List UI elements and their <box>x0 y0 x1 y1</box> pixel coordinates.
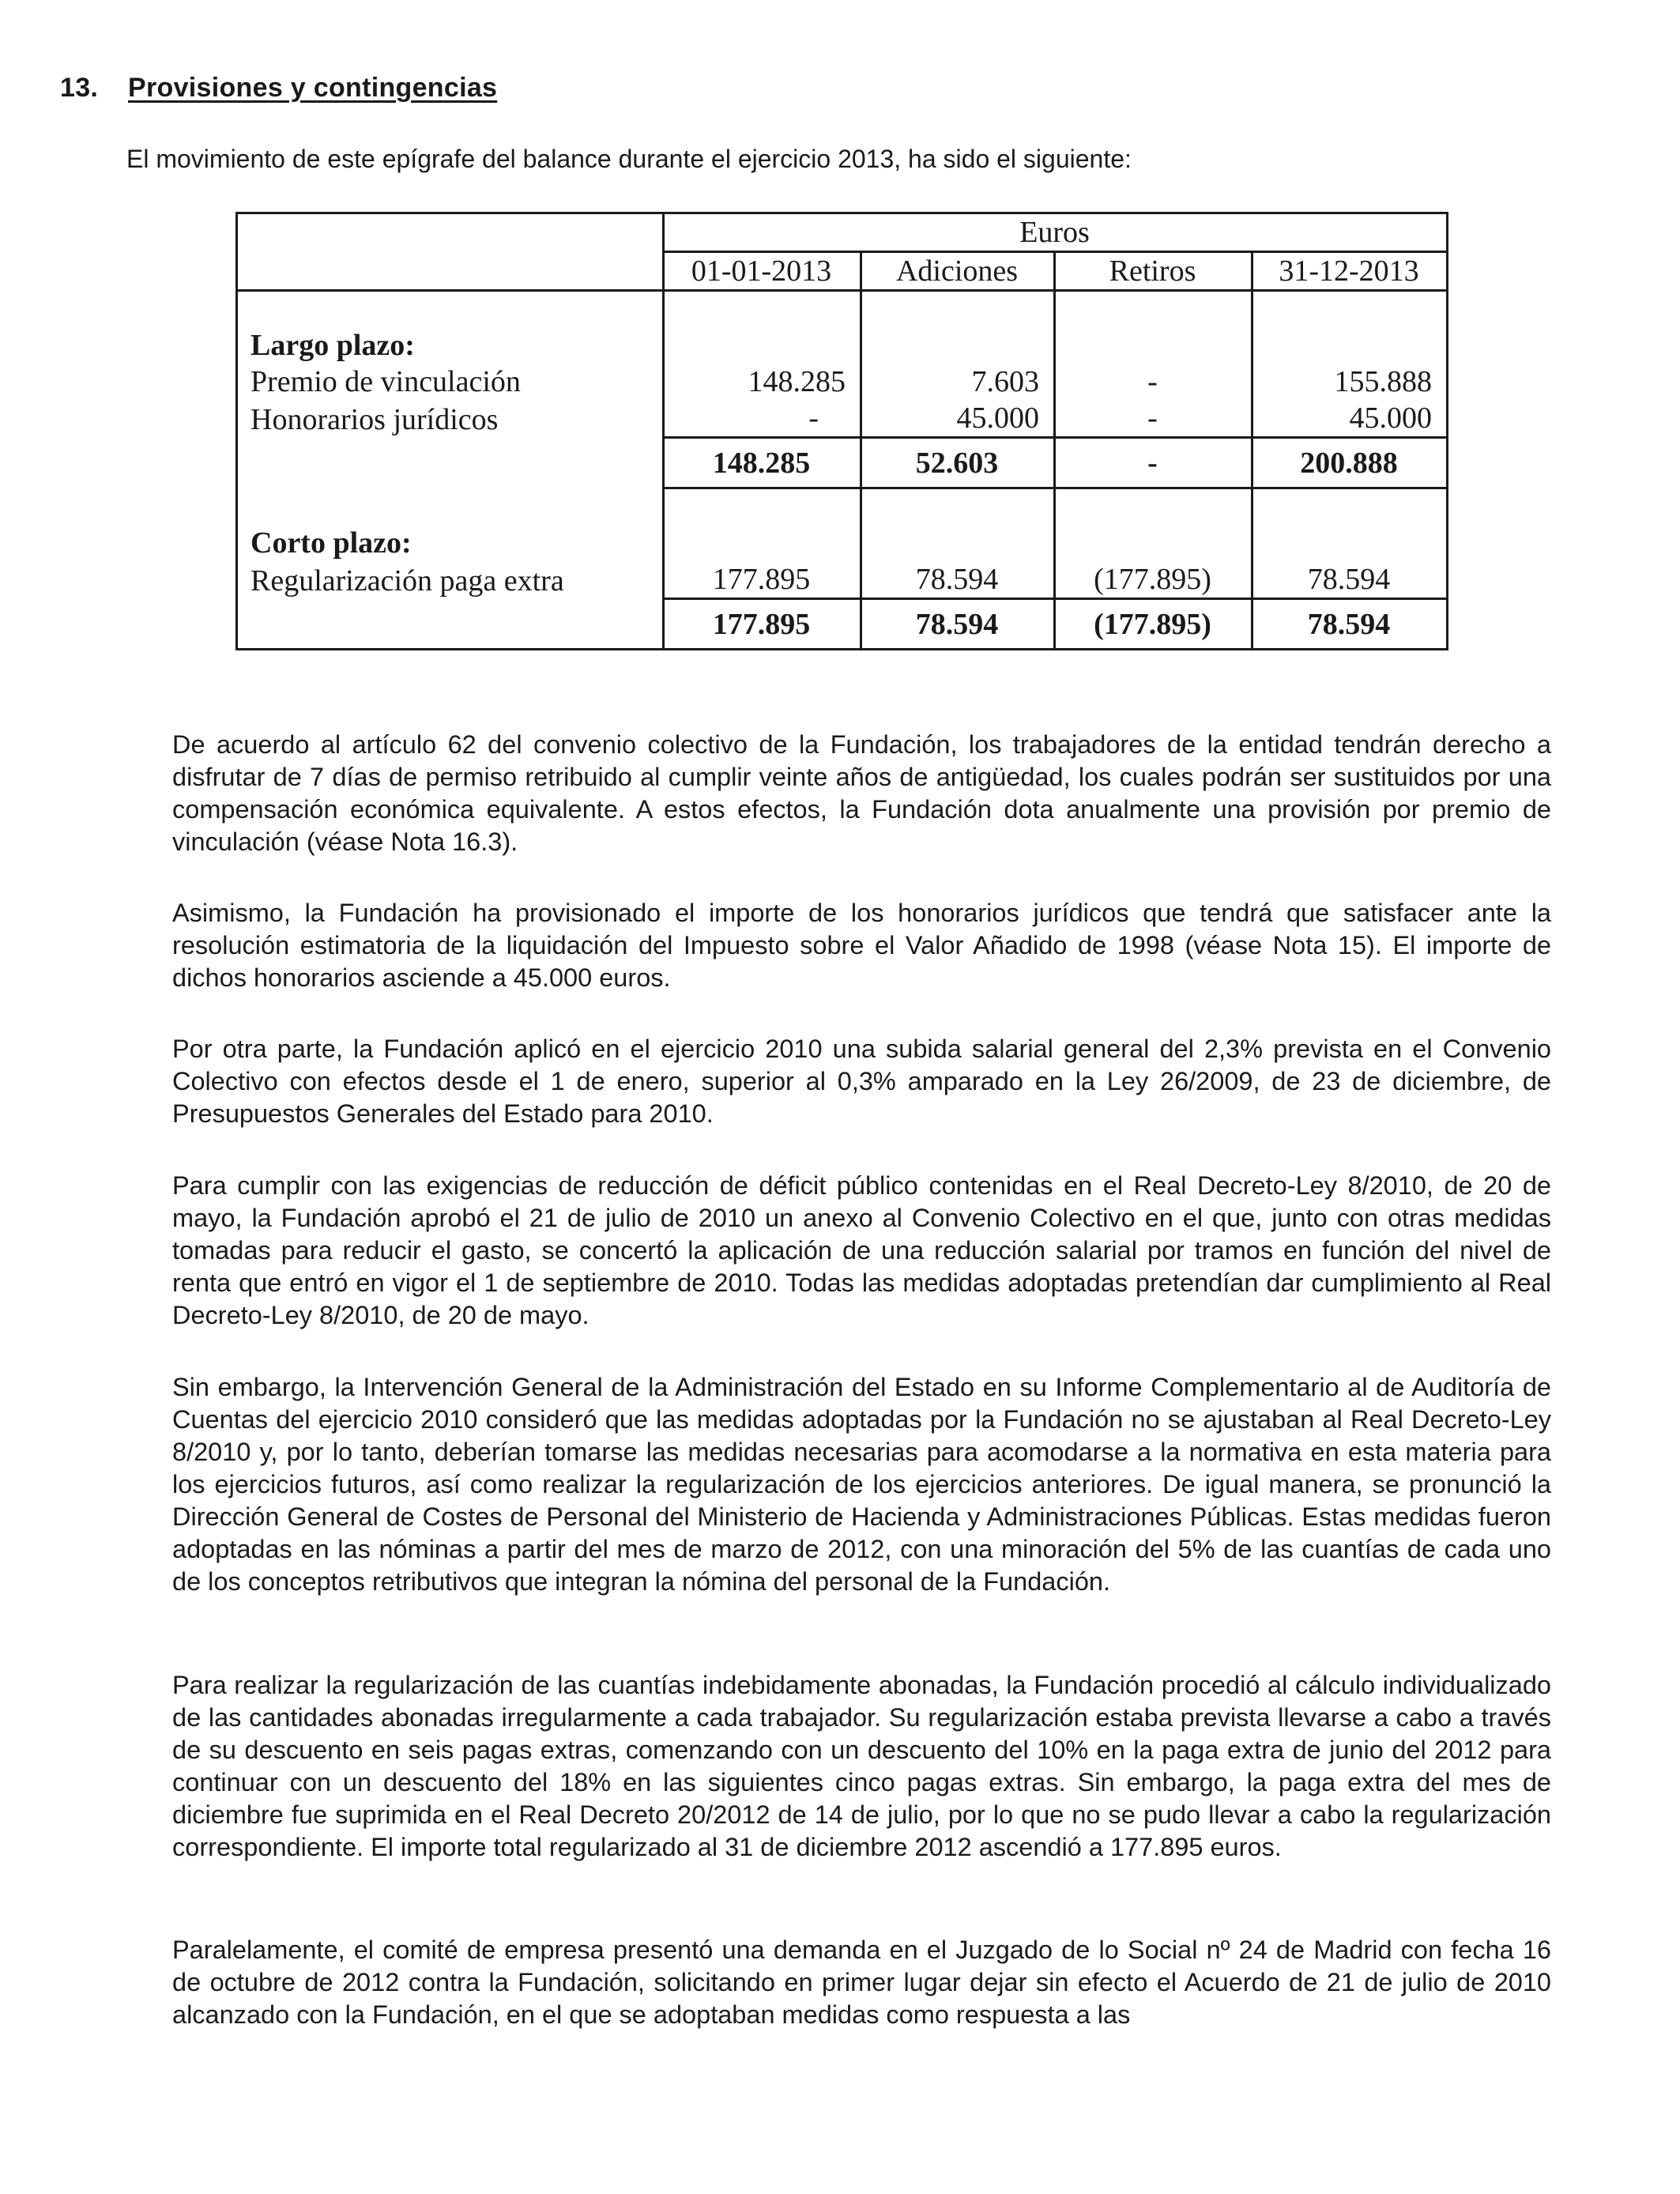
subtotal-value: 52.603 <box>861 438 1055 488</box>
row-label: Regularización paga extra <box>237 561 664 599</box>
section-label-largo: Largo plazo: <box>237 291 664 364</box>
paragraph: Asimismo, la Fundación ha provisionado el importe de los honorarios jurídicos que tendrá que satisfacer ante la resolución estimatoria de la liquidación del Impuesto sobre el Valor Añadido de 1998 (véase Nota 15). El importe de dichos honorarios asciende a 45.000 euros. <box>172 899 1551 992</box>
section-heading <box>60 73 497 104</box>
col-header-withdrawals: Retiros <box>1055 252 1252 291</box>
col-header-closing: 31-12-2013 <box>1252 252 1448 291</box>
subtotal-row-largo <box>237 438 1448 488</box>
cell-value: - <box>1055 364 1252 400</box>
section-label-corto: Corto plazo: <box>237 488 664 561</box>
cell-value: 78.594 <box>1252 561 1448 599</box>
section-number: 13. <box>60 73 99 103</box>
cell-value: - <box>664 400 861 438</box>
cell-value: 155.888 <box>1252 364 1448 400</box>
subtotal-value: 78.594 <box>1252 599 1448 650</box>
subtotal-value: - <box>1055 438 1252 488</box>
paragraph: Por otra parte, la Fundación aplicó en el ejercicio 2010 una subida salarial general del 2,3% prevista en el Convenio Colectivo con efectos desde el 1 de enero, superior al 0,3% amparado en la Ley 26/2009, de 23 de diciembre, de Presupuestos Generales del Estado para 2010. <box>172 1035 1551 1128</box>
paragraph: De acuerdo al artículo 62 del convenio colectivo de la Fundación, los trabajadores de la entidad tendrán derecho a disfrutar de 7 días de permiso retribuido al cumplir veinte años de antigüedad, los cuales podrán ser sustituidos por una compensación económica equivalente. A estos efectos, la Fundación dota anualmente una provisión por premio de vinculación (véase Nota 16.3). <box>172 730 1551 856</box>
provisions-table <box>235 212 1448 650</box>
paragraph: Para realizar la regularización de las cuantías indebidamente abonadas, la Fundación procedió al cálculo individualizado de las cantidades abonadas irregularmente a cada trabajador. Su regularización estaba prevista llevarse a cabo a través de su descuento en seis pagas extras, comenzando con un descuento del 10% en la paga extra de junio del 2012 para continuar con un descuento del 18% en las siguientes cinco pagas extras. Sin embargo, la paga extra del mes de diciembre fue suprimida en el Real Decreto 20/2012 de 14 de julio, por lo que no se pudo llevar a cabo la regularización correspondiente. El importe total regularizado al 31 de diciembre 2012 ascendió a 177.895 euros. <box>172 1671 1551 1861</box>
row-label: Premio de vinculación <box>237 364 664 400</box>
subtotal-value: 78.594 <box>861 599 1055 650</box>
cell-value: (177.895) <box>1055 561 1252 599</box>
table-row <box>237 364 1448 400</box>
table-row <box>237 400 1448 438</box>
subtotal-value: (177.895) <box>1055 599 1252 650</box>
cell-value: 177.895 <box>664 561 861 599</box>
cell-value: 148.285 <box>664 364 861 400</box>
row-label: Honorarios jurídicos <box>237 400 664 438</box>
paragraph: Paralelamente, el comité de empresa presentó una demanda en el Juzgado de lo Social nº 24 de Madrid con fecha 16 de octubre de 2012 contra la Fundación, solicitando en primer lugar dejar sin efecto el Acuerdo de 21 de julio de 2010 alcanzado con la Fundación, en el que se adoptaban medidas como respuesta a las <box>172 1936 1551 2029</box>
table-corner <box>237 213 664 252</box>
cell-value: 45.000 <box>861 400 1055 438</box>
col-header-opening: 01-01-2013 <box>664 252 861 291</box>
subtotal-value: 177.895 <box>664 599 861 650</box>
subtotal-value: 148.285 <box>664 438 861 488</box>
cell-value: 7.603 <box>861 364 1055 400</box>
col-header-additions: Adiciones <box>861 252 1055 291</box>
subtotal-row-corto <box>237 599 1448 650</box>
table-row <box>237 561 1448 599</box>
currency-header: Euros <box>664 213 1448 252</box>
cell-value: - <box>1055 400 1252 438</box>
cell-value: 45.000 <box>1252 400 1448 438</box>
cell-value: 78.594 <box>861 561 1055 599</box>
intro-text: El movimiento de este epígrafe del balance durante el ejercicio 2013, ha sido el siguiente: <box>126 145 1132 173</box>
paragraph: Para cumplir con las exigencias de reducción de déficit público contenidas en el Real Decreto-Ley 8/2010, de 20 de mayo, la Fundación aprobó el 21 de julio de 2010 un anexo al Convenio Colectivo en el que, junto con otras medidas tomadas para reducir el gasto, se concertó la aplicación de una reducción salarial por tramos en función del nivel de renta que entró en vigor el 1 de septiembre de 2010. Todas las medidas adoptadas pretendían dar cumplimiento al Real Decreto-Ley 8/2010, de 20 de mayo. <box>172 1171 1551 1329</box>
paragraph: Sin embargo, la Intervención General de la Administración del Estado en su Informe Complementario al de Auditoría de Cuentas del ejercicio 2010 consideró que las medidas adoptadas por la Fundación no se ajustaban al Real Decreto-Ley 8/2010 y, por lo tanto, deberían tomarse las medidas necesarias para acomodarse a la normativa en esta materia para los ejercicios futuros, así como realizar la regularización de los ejercicios anteriores. De igual manera, se pronunció la Dirección General de Costes de Personal del Ministerio de Hacienda y Administraciones Públicas. Estas medidas fueron adoptadas en las nóminas a partir del mes de marzo de 2012, con una minoración del 5% de las cuantías de cada uno de los conceptos retributivos que integran la nómina del personal de la Fundación. <box>172 1373 1551 1596</box>
section-title: Provisiones y contingencias <box>128 73 498 103</box>
subtotal-value: 200.888 <box>1252 438 1448 488</box>
